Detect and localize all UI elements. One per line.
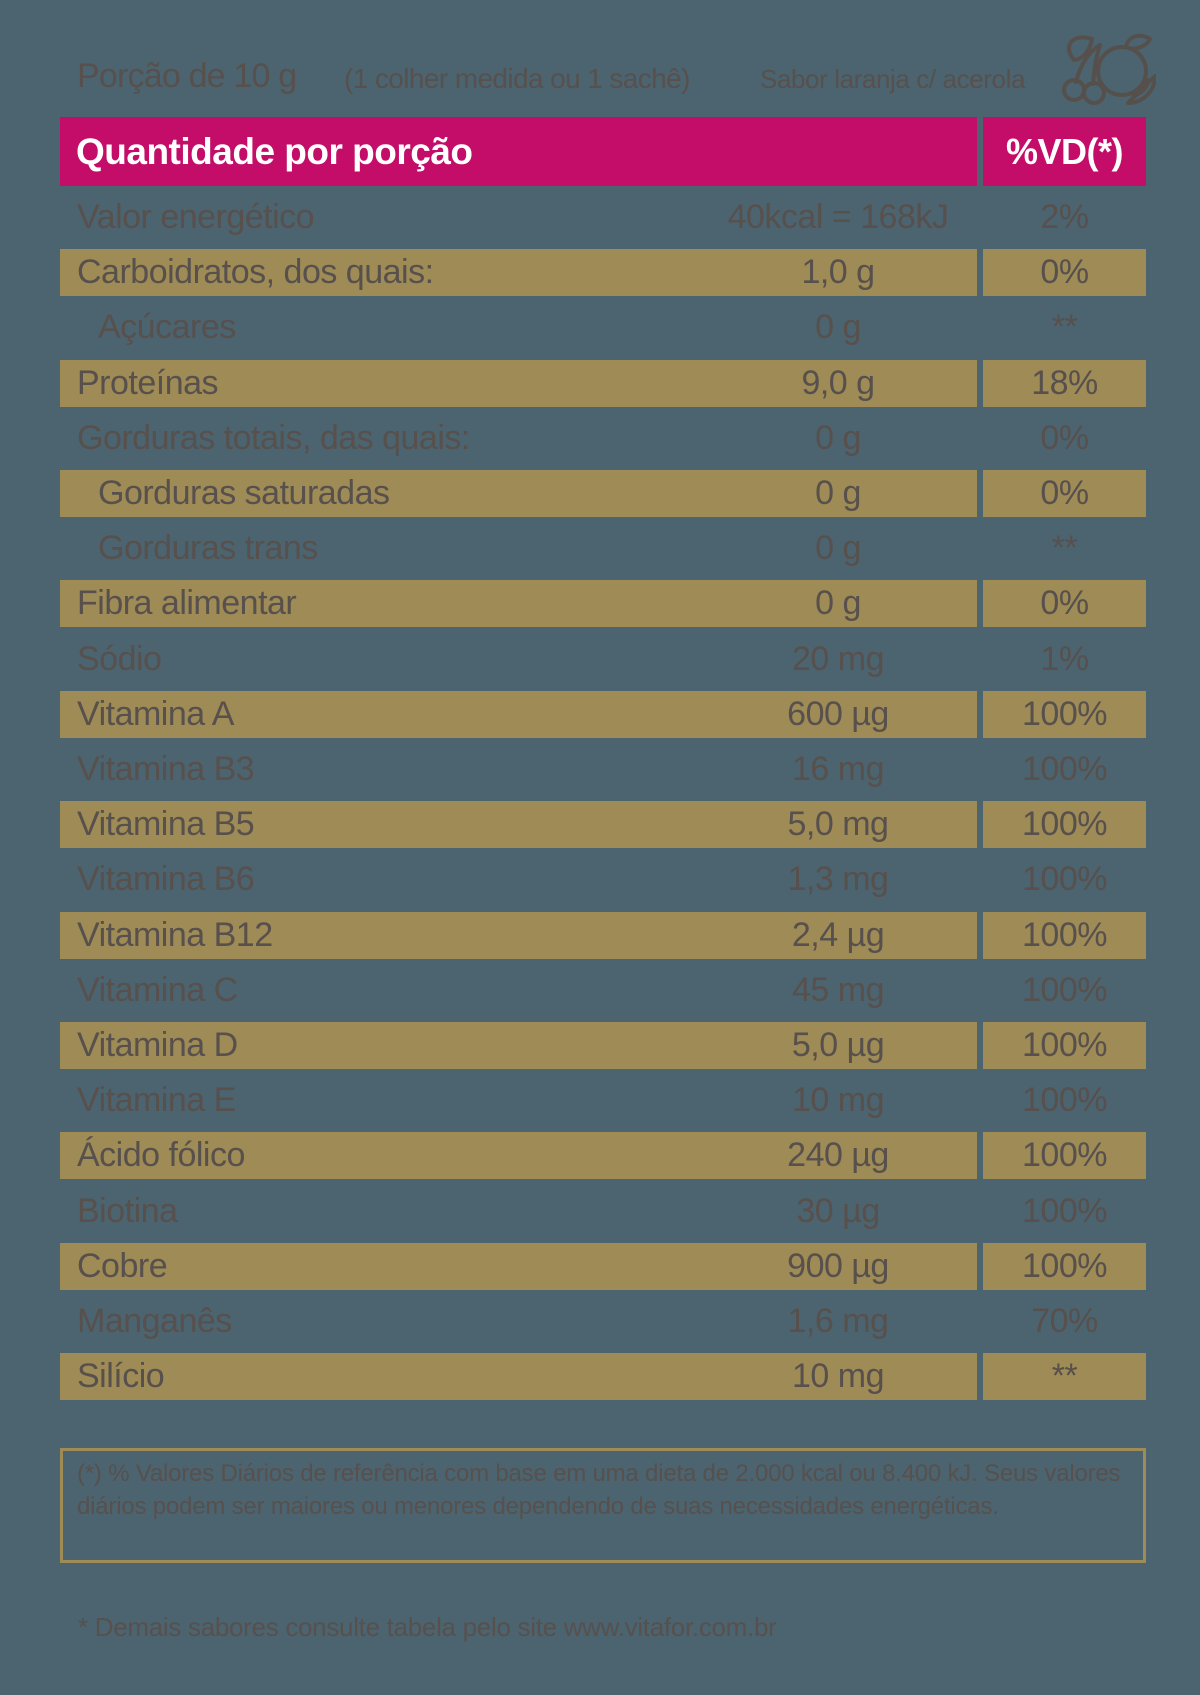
table-row (0, 304, 1200, 351)
nutrient-cell (60, 304, 977, 351)
flavors-note: * Demais sabores consulte tabela pelo site www.vitafor.com.br (78, 1612, 777, 1642)
nutrient-dv-cell (983, 967, 1146, 1014)
nutrient-amount: 1,0 g (801, 253, 875, 291)
nutrient-amount: 16 mg (792, 750, 884, 788)
nutrient-label: Fibra alimentar (77, 584, 297, 622)
nutrient-label: Cobre (77, 1247, 168, 1285)
nutrient-label: Proteínas (77, 364, 219, 402)
nutrient-dv: 100% (1022, 695, 1107, 733)
nutrient-dv: 100% (1022, 750, 1107, 788)
nutrient-dv-cell (983, 1077, 1146, 1124)
nutrient-amount: 9,0 g (801, 364, 875, 402)
nutrient-dv-cell (983, 1188, 1146, 1235)
nutrient-amount: 45 mg (792, 971, 884, 1009)
nutrient-dv: 100% (1022, 805, 1107, 843)
nutrient-dv: 100% (1022, 1026, 1107, 1064)
nutrient-label: Manganês (77, 1302, 232, 1340)
table-row (0, 525, 1200, 572)
table-header-vd: %VD(*) (983, 117, 1146, 186)
nutrient-label: Vitamina E (77, 1081, 236, 1119)
nutrient-amount: 20 mg (792, 640, 884, 678)
nutrient-amount: 5,0 mg (787, 805, 889, 843)
nutrient-amount: 40kcal = 168kJ (727, 198, 949, 236)
nutrient-cell (60, 580, 977, 627)
nutrient-amount: 5,0 µg (791, 1026, 885, 1064)
table-row (0, 1077, 1200, 1124)
nutrient-label: Vitamina B12 (77, 916, 273, 954)
serving-measure: (1 colher medida ou 1 sachê) (344, 63, 690, 94)
nutrient-label: Açúcares (98, 308, 236, 346)
nutrient-amount: 0 g (815, 584, 861, 622)
nutrient-amount: 900 µg (787, 1247, 889, 1285)
nutrient-cell (60, 636, 977, 683)
nutrient-cell (60, 360, 977, 407)
nutrient-cell (60, 1132, 977, 1179)
nutrient-cell (60, 1022, 977, 1069)
nutrient-dv-cell (983, 525, 1146, 572)
serving-size: Porção de 10 g (77, 57, 297, 95)
nutrient-dv-cell (983, 912, 1146, 959)
table-row (0, 194, 1200, 241)
table-row (0, 580, 1200, 627)
table-row (0, 1298, 1200, 1345)
nutrient-amount: 0 g (815, 529, 861, 567)
nutrient-dv-cell (983, 580, 1146, 627)
nutrient-amount: 0 g (815, 419, 861, 457)
nutrient-dv-cell (983, 415, 1146, 462)
table-row (0, 1188, 1200, 1235)
table-row (0, 470, 1200, 517)
table-row (0, 1243, 1200, 1290)
nutrient-dv-cell (983, 1298, 1146, 1345)
table-row (0, 856, 1200, 903)
nutrient-label: Vitamina B3 (77, 750, 255, 788)
nutrient-cell (60, 967, 977, 1014)
nutrient-dv-cell (983, 1132, 1146, 1179)
nutrient-dv: 18% (1031, 364, 1098, 402)
table-row (0, 636, 1200, 683)
nutrient-amount: 0 g (815, 474, 861, 512)
nutrient-dv: 2% (1040, 198, 1089, 236)
nutrient-dv-cell (983, 360, 1146, 407)
nutrient-cell (60, 746, 977, 793)
table-row (0, 415, 1200, 462)
nutrient-dv-cell (983, 801, 1146, 848)
nutrient-cell (60, 1188, 977, 1235)
nutrient-dv: 100% (1022, 1247, 1107, 1285)
nutrient-dv: 0% (1040, 584, 1089, 622)
nutrient-dv-cell (983, 1243, 1146, 1290)
nutrient-amount: 600 µg (787, 695, 889, 733)
nutrient-label: Gorduras totais, das quais: (77, 419, 470, 457)
nutrient-dv: 0% (1040, 474, 1089, 512)
nutrient-label: Vitamina B5 (77, 805, 255, 843)
table-row (0, 1022, 1200, 1069)
cherry-orange-icon (1048, 33, 1156, 107)
nutrient-amount: 240 µg (787, 1136, 889, 1174)
nutrient-dv: 100% (1022, 860, 1107, 898)
nutrient-label: Gorduras trans (98, 529, 318, 567)
table-row (0, 360, 1200, 407)
nutrient-label: Vitamina D (77, 1026, 238, 1064)
nutrient-amount: 10 mg (792, 1357, 884, 1395)
nutrient-cell (60, 691, 977, 738)
table-header-quantity: Quantidade por porção (60, 117, 977, 186)
nutrient-dv: 100% (1022, 971, 1107, 1009)
nutrient-cell (60, 1243, 977, 1290)
daily-values-note (60, 1448, 1146, 1563)
table-row (0, 746, 1200, 793)
nutrient-dv: ** (1051, 529, 1078, 567)
nutrient-cell (60, 525, 977, 572)
nutrient-label: Vitamina A (77, 695, 234, 733)
table-row (0, 691, 1200, 738)
nutrient-dv-cell (983, 746, 1146, 793)
nutrient-label: Sódio (77, 640, 162, 678)
nutrient-dv: 1% (1040, 640, 1089, 678)
nutrient-dv: ** (1051, 308, 1078, 346)
nutrient-label: Carboidratos, dos quais: (77, 253, 434, 291)
nutrient-dv: 0% (1040, 419, 1089, 457)
nutrient-dv-cell (983, 636, 1146, 683)
nutrient-cell (60, 856, 977, 903)
nutrient-dv: 70% (1031, 1302, 1098, 1340)
nutrient-cell (60, 194, 977, 241)
table-row (0, 967, 1200, 1014)
table-row (0, 1132, 1200, 1179)
nutrient-dv-cell (983, 1022, 1146, 1069)
nutrient-cell (60, 801, 977, 848)
nutrient-label: Valor energético (77, 198, 315, 236)
nutrient-label: Vitamina B6 (77, 860, 255, 898)
nutrient-dv: 100% (1022, 1081, 1107, 1119)
nutrient-dv-cell (983, 1353, 1146, 1400)
nutrient-amount: 2,4 µg (791, 916, 885, 954)
nutrient-dv: 100% (1022, 916, 1107, 954)
nutrient-dv-cell (983, 856, 1146, 903)
nutrient-label: Ácido fólico (77, 1136, 245, 1174)
nutrient-amount: 1,6 mg (787, 1302, 889, 1340)
nutrient-dv: 100% (1022, 1192, 1107, 1230)
nutrient-label: Gorduras saturadas (98, 474, 390, 512)
nutrient-dv-cell (983, 691, 1146, 738)
nutrient-dv: ** (1051, 1357, 1078, 1395)
nutrient-cell (60, 470, 977, 517)
nutrient-cell (60, 249, 977, 296)
nutrient-label: Biotina (77, 1192, 178, 1230)
nutrient-amount: 30 µg (796, 1192, 880, 1230)
nutrient-cell (60, 1298, 977, 1345)
nutrient-dv-cell (983, 249, 1146, 296)
nutrient-label: Silício (77, 1357, 165, 1395)
nutrient-dv-cell (983, 304, 1146, 351)
flavor-label: Sabor laranja c/ acerola (760, 64, 1025, 94)
nutrient-cell (60, 912, 977, 959)
nutrient-dv-cell (983, 194, 1146, 241)
nutrient-amount: 10 mg (792, 1081, 884, 1119)
nutrient-amount: 1,3 mg (787, 860, 889, 898)
table-row (0, 249, 1200, 296)
nutrient-cell (60, 415, 977, 462)
table-row (0, 912, 1200, 959)
table-row (0, 1353, 1200, 1400)
nutrient-dv: 0% (1040, 253, 1089, 291)
nutrient-label: Vitamina C (77, 971, 238, 1009)
nutrient-dv-cell (983, 470, 1146, 517)
nutrient-amount: 0 g (815, 308, 861, 346)
daily-values-text: (*) % Valores Diários de referência com base em uma dieta de 2.000 kcal ou 8.400 kJ. Seus valores diários podem ser maiores ou menores dependendo de suas necessidades energéticas. (77, 1460, 1121, 1520)
nutrient-cell (60, 1353, 977, 1400)
nutrient-dv: 100% (1022, 1136, 1107, 1174)
nutrient-cell (60, 1077, 977, 1124)
table-row (0, 801, 1200, 848)
